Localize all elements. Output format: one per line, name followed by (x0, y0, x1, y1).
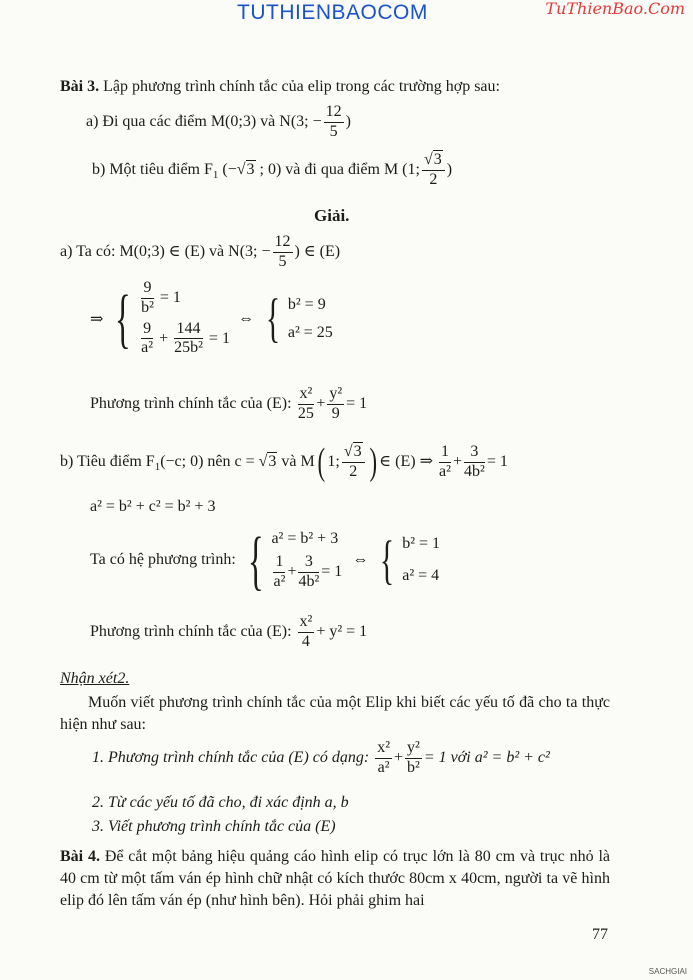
nhanxet-step2: 2. Từ các yếu tố đã cho, đi xác định a, b (92, 794, 349, 811)
bai3-label: Bài 3. (60, 78, 100, 95)
fraction: $\frac{12}{5}$ (325, 103, 342, 140)
sol-a-line1: a) Ta có: M(0;3) ∈ (E) và N(3; − $\frac{12}{5}$ ) ∈ (E) (60, 233, 341, 270)
sol-a-equation: Phương trình chính tắc của (E): $\frac{\text{x²}}{25}$ + $\frac{\text{y²}}{9}$ = 1 (90, 385, 368, 422)
sol-b-line2: a² = b² + c² = b² + 3 (90, 498, 216, 515)
bai3-heading (60, 78, 500, 96)
bai3-b-text: b) Một tiêu điểm F (92, 160, 213, 178)
sqrt: √3 (236, 160, 255, 178)
bai3-a-text: a) Đi qua các điểm M(0;3) và N(3; − (86, 112, 322, 130)
bai3-text: Lập phương trình chính tắc của elip trong các trường hợp sau: (103, 78, 500, 95)
giai-heading: Giải. (314, 206, 350, 225)
site-header: TUTHIENBAOCOM (237, 1, 428, 24)
brand-watermark: TuThienBao.Com (545, 0, 685, 18)
bai3-part-a: a) Đi qua các điểm M(0;3) và N(3; − $\frac{12}{5}$ ) (86, 103, 351, 140)
nhanxet-step3: 3. Viết phương trình chính tắc của (E) (92, 818, 336, 835)
nhanxet-title: Nhận xét2. (60, 670, 130, 687)
sol-b-system: Ta có hệ phương trình: { a² = b² + 3 $\frac{1}{\text{a²}}$ + $\frac{3}{\text{4b²}}$ = 1 ⇔ { b² = 1 a² = 4 (90, 523, 441, 597)
page-number: 77 (592, 926, 608, 943)
sol-a-system: ⇒ { $\frac{9}{\text{b²}}$ = 1 $\frac{9}{\text{a²}}$ + $\frac{144}{\text{25b²}}$ = 1 ⇔ { b² = 9 a² = 25 (90, 279, 333, 357)
bai4-paragraph: Bài 4. Để cắt một bảng hiệu quảng cáo hình elip có trục lớn là 80 cm và trục nhỏ là 40 cm từ một tấm ván ép hình chữ nhật có kích thước 80cm x 40cm, người ta vẽ hình elip đó lên tấm ván ép (như hình bên). Hỏi phải ghim hai (60, 848, 611, 909)
nhanxet-step1: 1. Phương trình chính tắc của (E) có dạng: $\frac{\text{x²}}{\text{a²}}$ + $\frac{\text{y²}}{\text{b²}}$ = 1 với a² = b² + c² (92, 739, 550, 776)
bai3-part-b: b) Một tiêu điểm $F_1$ (−√3 ; 0) và đi qua điểm M (1; $\frac{√3}{2}$ ) (92, 151, 453, 188)
sol-b-line1: b) Tiêu điểm $F_1(-c$; 0) nên c = √3 và M( 1; $\frac{√3}{2}$ ) ∈ (E) ⇒ $\frac{1}{\text{a²}}$ + $\frac{3}{\text{4b²}}$ = 1 (60, 441, 508, 484)
nhanxet-intro: Muốn viết phương trình chính tắc của một Elip khi biết các yếu tố đã cho ta thực hiện như sau: (60, 694, 610, 733)
sol-b-equation: Phương trình chính tắc của (E): $\frac{\text{x²}}{4}$ + y² = 1 (90, 613, 368, 650)
fraction: $\frac{√3}{2}$ (422, 152, 445, 189)
fraction: $\frac{12}{5}$ (274, 233, 291, 270)
footer-logo: SACHGIAI (648, 967, 687, 976)
